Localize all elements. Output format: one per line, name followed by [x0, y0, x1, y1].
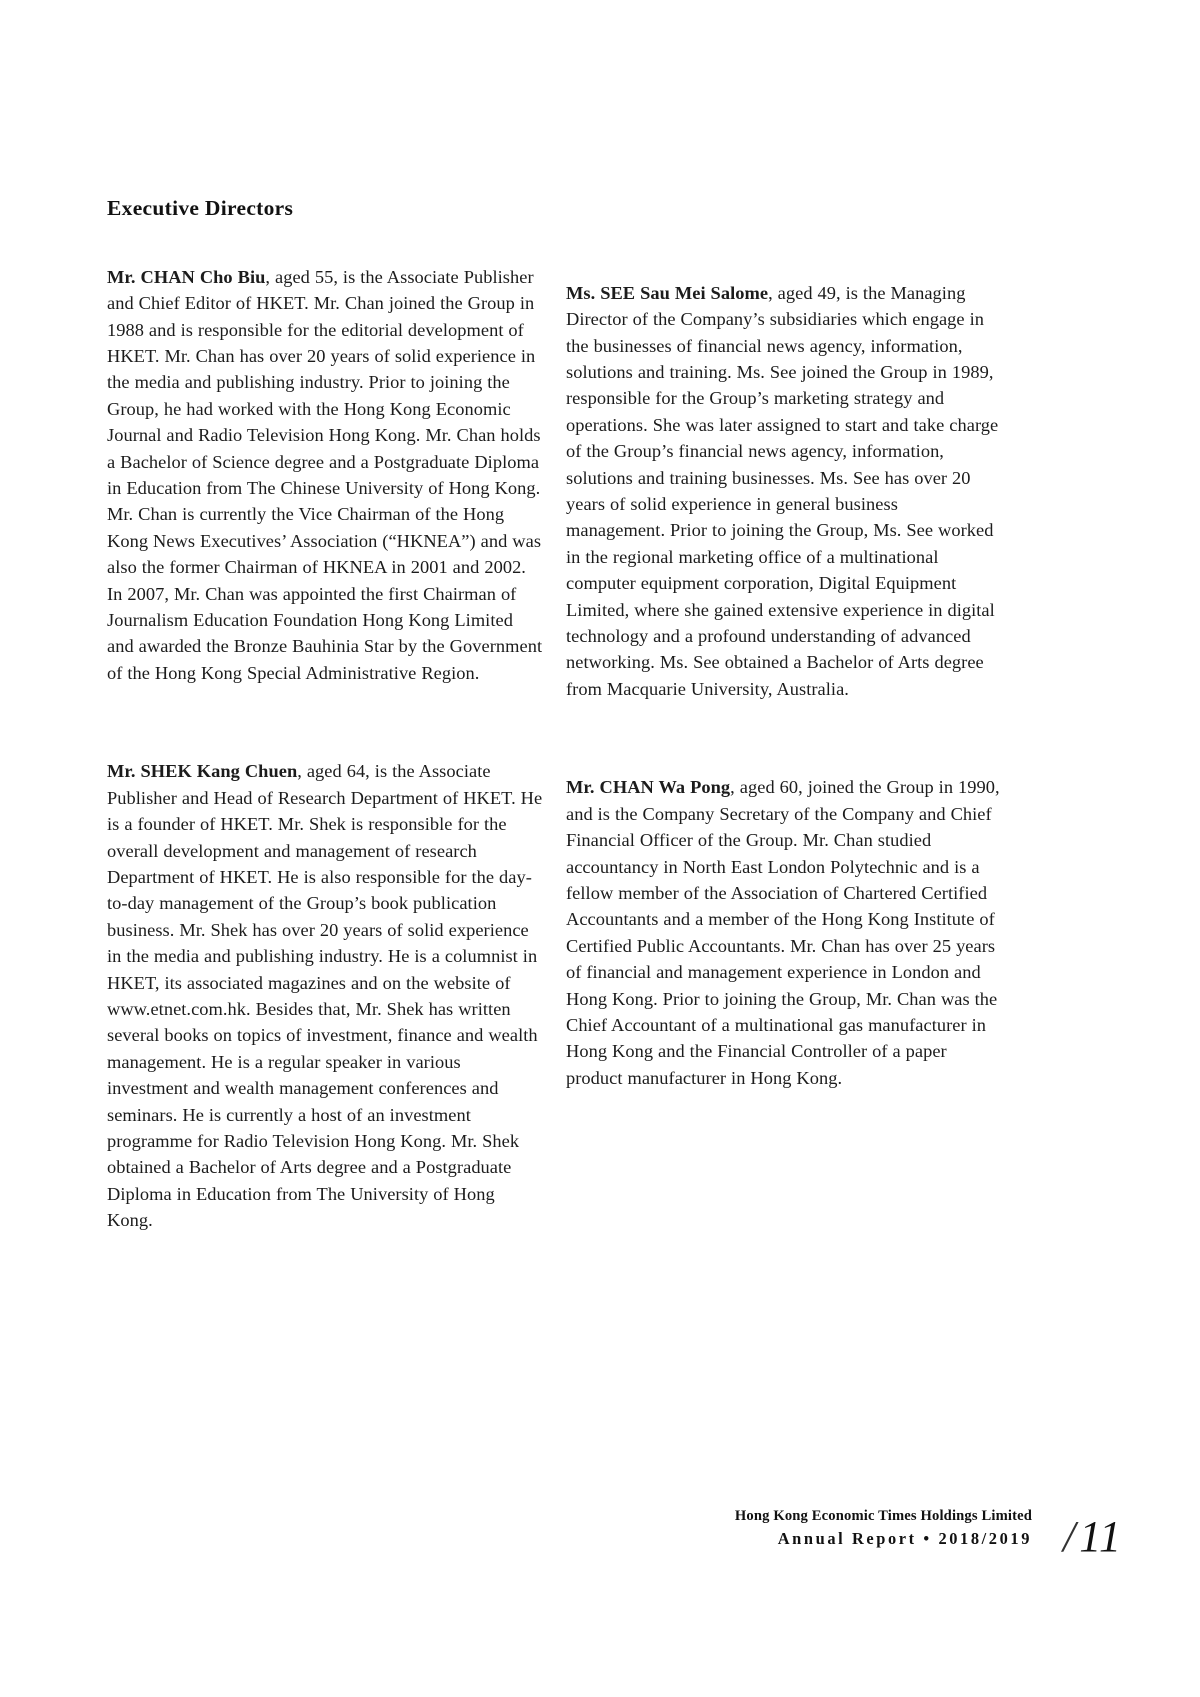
right-column	[566, 264, 1000, 1091]
bio-body-chan-cho-biu: , aged 55, is the Associate Publisher and Chief Editor of HKET. Mr. Chan joined the Group in 1988 and is responsible for the editorial development of HKET. Mr. Chan has over 20 years of solid experience in the media and publishing industry. Prior to joining the Group, he had worked with the Hong Kong Economic Journal and Radio Television Hong Kong. Mr. Chan holds a Bachelor of Science degree and a Postgraduate Diploma in Education from The Chinese University of Hong Kong. Mr. Chan is currently the Vice Chairman of the Hong Kong News Executives’ Association (“HKNEA”) and was also the former Chairman of HKNEA in 2001 and 2002. In 2007, Mr. Chan was appointed the first Chairman of Journalism Education Foundation Hong Kong Limited and awarded the Bronze Bauhinia Star by the Government of the Hong Kong Special Administrative Region.	[107, 266, 543, 683]
bio-body-see-sau-mei-salome: , aged 49, is the Managing Director of the Company’s subsidiaries which engage in the businesses of financial news agency, information, solutions and training. Ms. See joined the Group in 1989, responsible for the Group’s marketing strategy and operations. She was later assigned to start and take charge of the Group’s financial news agency, information, solutions and training businesses. Ms. See has over 20 years of solid experience in general business management. Prior to joining the Group, Ms. See worked in the regional marketing office of a multinational computer equipment corporation, Digital Equipment Limited, where she gained extensive experience in digital technology and a profound understanding of advanced networking. Ms. See obtained a Bachelor of Arts degree from Macquarie University, Australia.	[566, 282, 999, 699]
footer-report-line: Annual Report • 2018/2019	[777, 1528, 1032, 1548]
page-number-group	[1063, 1511, 1122, 1561]
page-footer	[735, 1507, 1032, 1549]
bio-chan-wa-pong	[566, 774, 1000, 1091]
bio-name-shek-kang-chuen: Mr. SHEK Kang Chuen	[107, 761, 298, 782]
two-column-body	[107, 264, 1000, 1234]
footer-company-name: Hong Kong Economic Times Holdings Limited	[734, 1508, 1032, 1525]
left-column	[107, 264, 543, 1234]
paragraph-spacer	[107, 686, 543, 758]
slash-separator-icon: /	[1063, 1511, 1076, 1561]
bio-see-sau-mei-salome	[566, 280, 1000, 703]
bio-body-chan-wa-pong: , aged 60, joined the Group in 1990, and is the Company Secretary of the Company and Chief Financial Officer of the Group. Mr. Chan studied accountancy in North East London Polytechnic and is a fellow member of the Association of Chartered Certified Accountants and a member of the Hong Kong Institute of Certified Public Accountants. Mr. Chan has over 25 years of financial and management experience in London and Hong Kong. Prior to joining the Group, Mr. Chan was the Chief Accountant of a multinational gas manufacturer in Hong Kong and the Financial Controller of a paper product manufacturer in Hong Kong.	[566, 777, 1000, 1088]
bio-name-chan-cho-biu: Mr. CHAN Cho Biu	[107, 266, 266, 287]
bio-chan-cho-biu	[107, 264, 543, 687]
bio-shek-kang-chuen	[107, 758, 543, 1233]
page-title: Executive Directors	[107, 196, 294, 220]
paragraph-spacer	[566, 702, 1000, 774]
bio-body-shek-kang-chuen: , aged 64, is the Associate Publisher and Head of Research Department of HKET. He is a founder of HKET. Mr. Shek is responsible for the overall development and management of research Department of HKET. He is also responsible for the day-to-day management of the Group’s book publication business. Mr. Shek has over 20 years of solid experience in the media and publishing industry. He is a columnist in HKET, its associated magazines and on the website of www.etnet.com.hk. Besides that, Mr. Shek has written several books on topics of investment, finance and wealth management. He is a regular speaker in various investment and wealth management conferences and seminars. He is currently a host of an investment programme for Radio Television Hong Kong. Mr. Shek obtained a Bachelor of Arts degree and a Postgraduate Diploma in Education from The University of Hong Kong.	[107, 761, 543, 1231]
bio-name-see-sau-mei-salome: Ms. SEE Sau Mei Salome	[566, 282, 769, 303]
page-number: 11	[1079, 1511, 1122, 1561]
page-content	[107, 196, 1000, 1234]
bio-name-chan-wa-pong: Mr. CHAN Wa Pong	[566, 777, 731, 798]
